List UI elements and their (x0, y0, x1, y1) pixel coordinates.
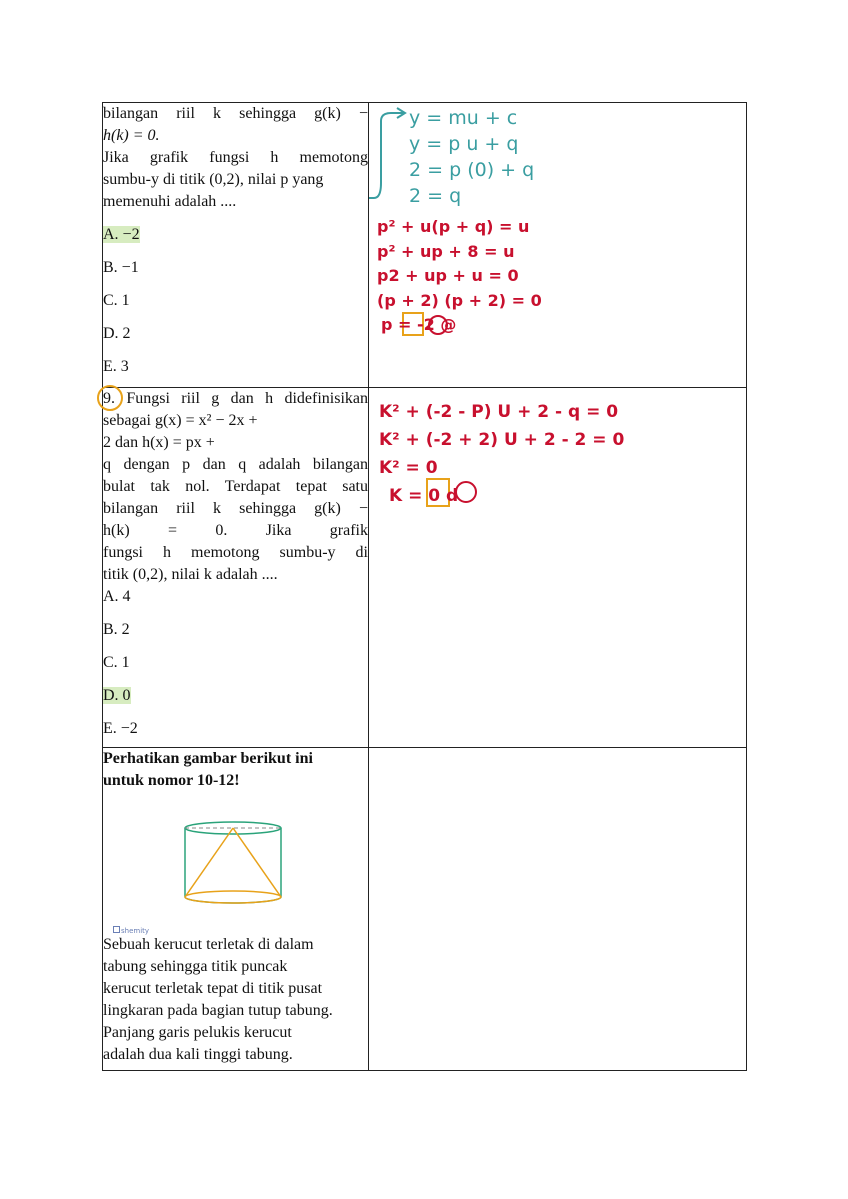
teal-work (409, 105, 534, 209)
question-cell (103, 388, 369, 748)
table-row (103, 388, 747, 748)
text-line: tabung sehingga titik puncak (103, 958, 288, 975)
option-c (103, 290, 368, 312)
cylinder-cone-figure (103, 792, 353, 932)
empty-work-cell (369, 748, 747, 1071)
option-label: E. 3 (103, 358, 129, 375)
work-line: y = p u + q (409, 133, 519, 155)
work-line: K = 0 d (389, 486, 459, 506)
text-line: 2 dan h(x) = px + (103, 434, 215, 451)
table-row (103, 103, 747, 388)
text-line: memenuhi adalah .... (103, 193, 237, 210)
text-line: titik (0,2), nilai k adalah .... (103, 566, 278, 583)
heading-line: untuk nomor 10-12! (103, 772, 240, 789)
text-line: bilangan riil k sehingga g(k) − (103, 500, 368, 517)
question-line: Fungsi riil g dan h didefinisikan (126, 390, 369, 407)
text-line: h(k) = 0. (103, 127, 160, 144)
text-line: sebagai g(x) = x² − 2x + (103, 412, 258, 429)
option-e (103, 356, 368, 378)
text-line: Sebuah kerucut terletak di dalam (103, 936, 314, 953)
text-line: Jika grafik fungsi h memotong (103, 149, 368, 166)
option-label: E. −2 (103, 720, 138, 737)
handwritten-work-cell (369, 388, 747, 748)
text-line: fungsi h memotong sumbu-y di (103, 544, 368, 561)
text-line: q dengan p dan q adalah bilangan (103, 456, 368, 473)
figure (103, 792, 368, 935)
work-line: p = -2 @ (381, 315, 457, 334)
question-text (103, 388, 368, 586)
cone-left (185, 828, 233, 897)
option-label: D. 0 (103, 687, 131, 704)
question-cell (103, 748, 369, 1071)
cylinder-bottom-front (185, 897, 281, 903)
watermark-text: shemity (121, 927, 150, 935)
work-line: p² + up + 8 = u (377, 241, 515, 261)
work-line: K² + (-2 - P) U + 2 - q = 0 (379, 402, 619, 422)
option-label: C. 1 (103, 292, 130, 309)
option-b (103, 619, 368, 641)
text-line: Panjang garis pelukis kerucut (103, 1024, 292, 1041)
text-line: h(k) = 0. Jika grafik (103, 522, 368, 539)
question-number: 9. (103, 388, 115, 410)
cone-right (233, 828, 281, 897)
question-cell (103, 103, 369, 388)
option-label: D. 2 (103, 325, 131, 342)
paragraph (103, 934, 368, 1066)
option-label: A. −2 (103, 226, 140, 243)
text-line: bilangan riil k sehingga g(k) − (103, 105, 368, 122)
option-b (103, 257, 368, 279)
red-work (377, 215, 542, 338)
work-line: K² + (-2 + 2) U + 2 - 2 = 0 (379, 430, 625, 450)
option-label: B. 2 (103, 621, 130, 638)
work-line: p2 + up + u = 0 (377, 266, 519, 285)
option-label: C. 1 (103, 654, 130, 671)
watermark-icon (113, 926, 120, 933)
text-line: bulat tak nol. Terdapat tepat satu (103, 478, 368, 495)
option-a (103, 224, 368, 246)
text-line: sumbu-y di titik (0,2), nilai p yang (103, 171, 324, 188)
handwritten-work-cell (369, 103, 747, 388)
question-text (103, 103, 368, 213)
text-line (103, 388, 368, 410)
option-d (103, 323, 368, 345)
text-line: adalah dua kali tinggi tabung. (103, 1046, 293, 1063)
red-work (379, 398, 624, 510)
work-line: y = mu + c (409, 107, 518, 129)
option-d (103, 685, 368, 707)
heading-line: Perhatikan gambar berikut ini (103, 750, 313, 767)
work-line: 2 = q (409, 185, 462, 207)
option-e (103, 718, 368, 740)
text-line: kerucut terletak tepat di titik pusat (103, 980, 323, 997)
work-line: (p + 2) (p + 2) = 0 (377, 290, 542, 310)
work-line: K² = 0 (379, 458, 438, 478)
work-line: 2 = p (0) + q (409, 159, 535, 181)
table-row (103, 748, 747, 1071)
text-line: lingkaran pada bagian tutup tabung. (103, 1002, 333, 1019)
option-label: B. −1 (103, 259, 139, 276)
option-a (103, 586, 368, 608)
work-line: p² + u(p + q) = u (377, 217, 530, 236)
figure-watermark (113, 920, 149, 942)
solution-table (102, 102, 747, 1071)
cone-base (185, 891, 281, 903)
option-c (103, 652, 368, 674)
option-label: A. 4 (103, 588, 131, 605)
